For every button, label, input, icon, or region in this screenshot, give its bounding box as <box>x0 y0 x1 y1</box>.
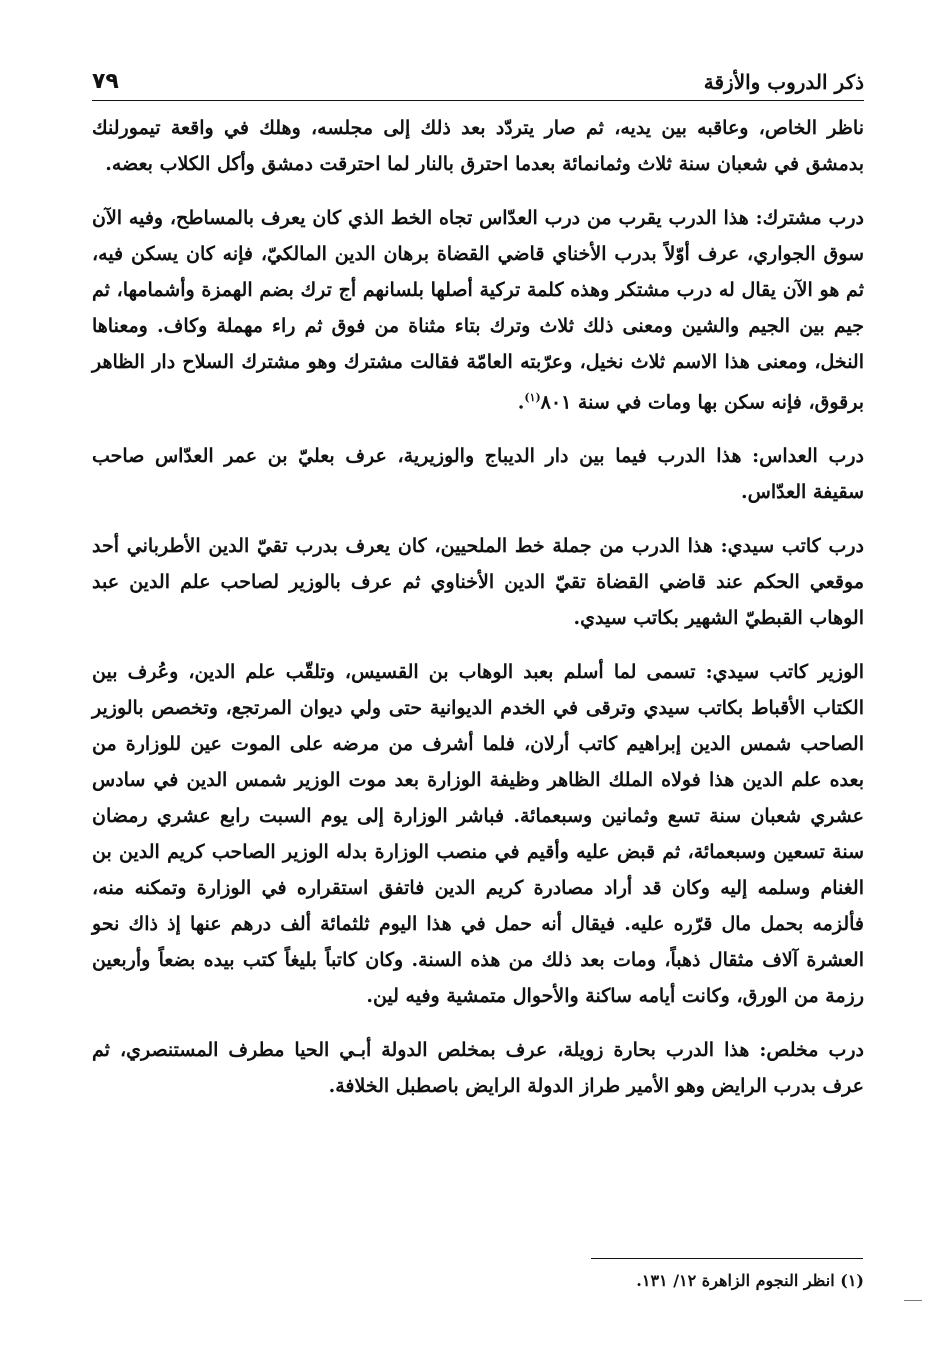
paragraph: ناظر الخاص، وعاقبه بين يديه، ثم صار يتردّد بعد ذلك إلى مجلسه، وهلك في واقعة تيمورلنك بدمشق في شعبان سنة ثلاث وثمانمائة بعدما احترق بالنار لما احترقت دمشق وأكل الكلاب بعضه. <box>92 117 864 175</box>
paragraph: درب كاتب سيدي: هذا الدرب من جملة خط الملحيين، كان يعرف بدرب تقيّ الدين الأطرباني أحد موقعي الحكم عند قاضي القضاة تقيّ الدين الأخناوي ثم عرف بالوزير لصاحب علم الدين عبد الوهاب القبطيّ الشهير بكاتب سيدي. <box>92 535 864 630</box>
footnote: (١) انظر النجوم الزاهرة ١٢/ ١٣١. <box>636 1271 864 1290</box>
running-title: ذكر الدروب والأزقة <box>703 70 864 94</box>
paragraph-text: درب مشترك: هذا الدرب يقرب من درب العدّاس تجاه الخط الذي كان يعرف بالمساطح، وفيه الآن سوق الجواري، عرف أوّلاً بدرب الأخناي قاضي القضاة برهان الدين المالكيّ، فإنه كان يسكن فيه، ثم هو الآن يقال له درب مشتكر وهذه كلمة تركية أصلها بلسانهم أج ترك بضم الهمزة وأشمامها، ثم جيم بين الجيم والشين ومعنى ذلك ثلاث وترك بتاء مثناة من فوق ثم راء مهملة وكاف. ومعناها النخل، ومعنى هذا الاسم ثلاث نخيل، وعرّبته العامّة فقالت مشترك وهو مشترك السلاح دار الظاهر برقوق، فإنه سكن بها ومات في سنة ٨٠١ <box>92 207 864 414</box>
footnote-rule <box>591 1258 863 1259</box>
header-rule <box>92 100 864 101</box>
page-header <box>92 58 864 94</box>
paragraph: درب مخلص: هذا الدرب بحارة زويلة، عرف بمخلص الدولة أبـي الحيا مطرف المستنصري، ثم عرف بدرب الرايض وهو الأمير طراز الدولة الرايض باصطبل الخلافة. <box>92 1039 864 1098</box>
main-text <box>92 110 864 1122</box>
scan-mark <box>904 1300 922 1301</box>
paragraph: درب العداس: هذا الدرب فيما بين دار الديباج والوزيرية، عرف بعليّ بن عمر العدّاس صاحب سقيفة العدّاس. <box>92 445 864 504</box>
page-number: ٧٩ <box>92 69 119 94</box>
footnote-marker: (١) <box>524 391 541 404</box>
paragraph: درب مشترك: هذا الدرب يقرب من درب العدّاس تجاه الخط الذي كان يعرف بالمساطح، وفيه الآن سوق الجواري، عرف أوّلاً بدرب الأخناي قاضي القضاة برهان الدين المالكيّ، فإنه كان يسكن فيه، ثم هو الآن يقال له درب مشتكر وهذه كلمة تركية أصلها بلسانهم أج ترك بضم الهمزة وأشمامها، ثم جيم بين الجيم والشين ومعنى ذلك ثلاث وترك بتاء مثناة من فوق ثم راء مهملة وكاف. ومعناها النخل، ومعنى هذا الاسم ثلاث نخيل، وعرّبته العامّة فقالت مشترك وهو مشترك السلاح دار الظاهر برقوق، فإنه سكن بها ومات في سنة ٨٠١$^{(١)}$. <box>92 207 864 414</box>
paragraph: الوزير كاتب سيدي: تسمى لما أسلم بعبد الوهاب بن القسيس، وتلقّب علم الدين، وعُرف بين الكتاب الأقباط بكاتب سيدي وترقى في الخدم الديوانية حتى ولي ديوان المرتجع، وتخصص بالوزير الصاحب شمس الدين إبراهيم كاتب أرلان، فلما أشرف من مرضه على الموت عين للوزارة من بعده علم الدين هذا فولاه الملك الظاهر وظيفة الوزارة بعد موت الوزير شمس الدين في سادس عشري شعبان سنة تسع وثمانين وسبعمائة. فباشر الوزارة إلى يوم السبت رابع عشري رمضان سنة تسعين وسبعمائة، ثم قبض عليه وأقيم في منصب الوزارة بدله الوزير الصاحب كريم الدين بن الغنام وسلمه إليه وكان قد أراد مصادرة كريم الدين فاتفق استقراره في الوزارة وتمكنه منه، فألزمه بحمل مال قرّره عليه. فيقال أنه حمل في هذا اليوم ثلثمائة ألف درهم عنها إذ ذاك نحو العشرة آلاف مثقال ذهباً، ومات بعد ذلك من هذه السنة. وكان كاتباً بليغاً كتب بيده بضعاً وأربعين رزمة من الورق، وكانت أيامه ساكنة والأحوال متمشية وفيه لين. <box>92 661 864 1008</box>
